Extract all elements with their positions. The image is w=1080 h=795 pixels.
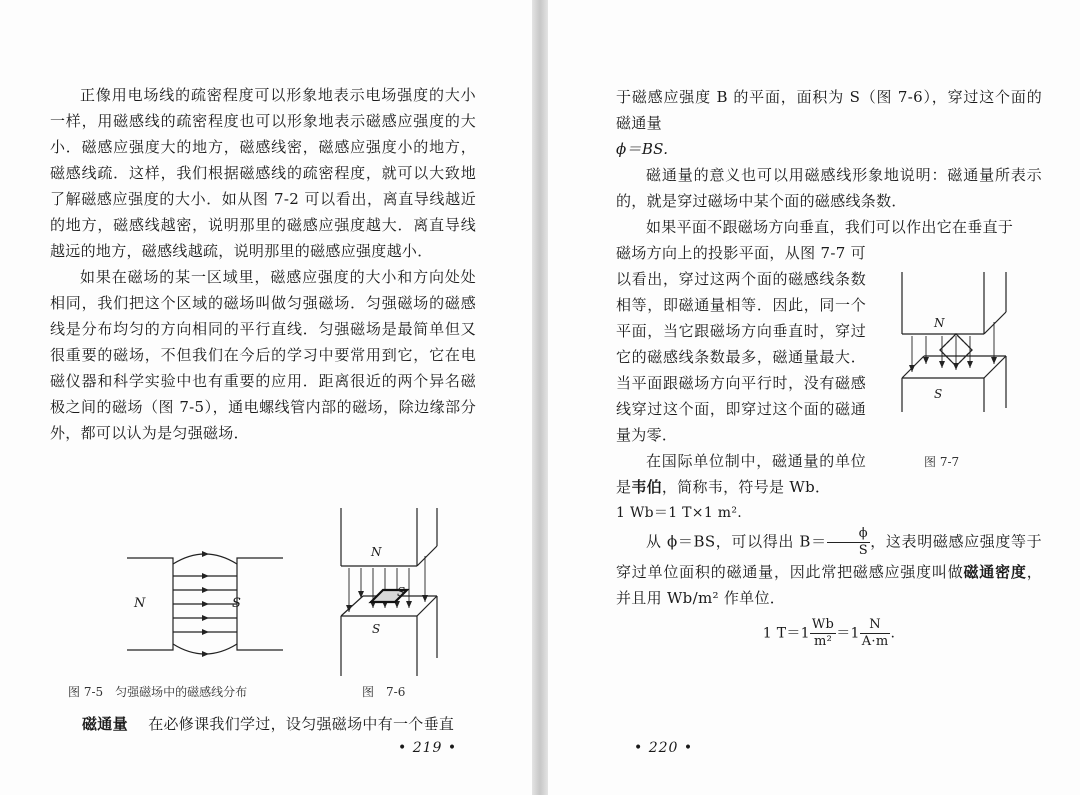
page-number-left: • 219 • bbox=[398, 740, 458, 756]
fig-7-5-pole-s: S bbox=[232, 596, 241, 611]
paragraph-projection-first-line: 如果平面不跟磁场方向垂直，我们可以作出它在垂直于 bbox=[646, 218, 1014, 236]
fig-7-6-plate-label: S bbox=[397, 585, 406, 599]
derive-text-c: ，并且用 Wb/m² 作单位． bbox=[616, 563, 1042, 607]
left-last-line-text: 在必修课我们学过，设匀强磁场中有一个垂直 bbox=[148, 715, 455, 733]
fraction-wb-m2: $\frac{Wb}{\text{m²}}$ bbox=[811, 617, 835, 649]
term-weber: 韦伯 bbox=[631, 478, 662, 496]
derive-text-b: ，这表明磁感应强度等于穿过单位面积的磁通量，因此常把磁感应强度叫做 bbox=[616, 532, 1042, 581]
paragraph-magnetic-density: 正像用电场线的疏密程度可以形象地表示电场强度的大小一样，用磁感线的疏密程度也可以形象地表示磁感应强度的大小．磁感应强度大的地方，磁感线密，磁感应强度小的地方，磁感线疏．这样，我们根据磁感线的疏密程度，就可以大致地了解磁感应强度的大小．如从图 7-2 可以看出，离直导线越近的地方，磁感线越密，说明那里的磁感应强度越大．离直导线越远的地方，磁感线越疏，说明那里的磁感应强度越小． bbox=[50, 86, 476, 260]
paragraph-flux-definition: 于磁感应强度 B 的平面，面积为 S（图 7-6），穿过这个面的磁通量 bbox=[616, 88, 1042, 132]
paragraph-flux-meaning: 磁通量的意义也可以用磁感线形象地说明：磁通量所表示的，就是穿过磁场中某个面的磁感线条数． bbox=[616, 166, 1042, 210]
page-number-right: • 220 • bbox=[634, 740, 694, 756]
unit-text-a: 在国际单位制中，磁通量的单位是 bbox=[616, 452, 866, 496]
fraction-n-am: $\frac{N}{A\cdot m}$ bbox=[861, 617, 889, 649]
derive-text-a: 从 ϕ＝BS，可以得出 B＝ bbox=[646, 532, 827, 551]
book-gutter bbox=[532, 0, 548, 795]
term-magnetic-flux: 磁通量 bbox=[82, 715, 128, 733]
fig-7-5-caption: 图 7-5 匀强磁场中的磁感线分布 bbox=[68, 685, 248, 699]
fig-7-7-pole-s: S bbox=[934, 387, 943, 401]
right-page bbox=[548, 0, 1080, 795]
fig-7-7-pole-n: N bbox=[934, 316, 945, 330]
paragraph-projection-wrapped: 磁场方向上的投影平面，从图 7-7 可以看出，穿过这两个面的磁感线条数相等，即磁通量相等．因此，同一个平面，当它跟磁场方向垂直时，穿过它的磁感线条数最多，磁通量最大．当平面跟磁场方向平行时，没有磁感线穿过这个面，即穿过这个面的磁通量为零． bbox=[616, 244, 866, 444]
fig-7-5-pole-n: N bbox=[134, 596, 146, 611]
unit-text-b: ，简称韦，符号是 Wb． bbox=[661, 478, 831, 496]
fig-7-6-pole-s: S bbox=[372, 622, 381, 636]
fraction-phi-over-s: $\frac{\phi}{S}$ bbox=[827, 526, 870, 559]
left-page bbox=[0, 0, 532, 795]
left-last-line bbox=[82, 711, 482, 737]
formula-flux: ϕ＝BS. bbox=[616, 140, 669, 158]
fig-7-7-caption: 图 7-7 bbox=[924, 455, 960, 469]
projection-diagram bbox=[898, 272, 1010, 412]
left-text bbox=[50, 82, 476, 446]
fig-7-6-caption: 图 7-6 bbox=[362, 685, 406, 699]
fig-7-6-pole-n: N bbox=[371, 545, 382, 559]
flux-plane-diagram bbox=[335, 508, 445, 676]
formula-tesla: 1 T＝1 $\frac{Wb}{\text{m²}}$ ＝1 $\frac{N}{A\cdot m}$ . bbox=[762, 617, 896, 649]
right-text-top bbox=[616, 84, 1042, 240]
right-text-wrapped bbox=[616, 240, 866, 500]
right-text-bottom bbox=[616, 500, 1042, 650]
term-flux-density: 磁通密度 bbox=[963, 563, 1027, 581]
formula-weber: 1 Wb＝1 T×1 m². bbox=[616, 505, 743, 521]
paragraph-uniform-field: 如果在磁场的某一区域里，磁感应强度的大小和方向处处相同，我们把这个区域的磁场叫做匀强磁场．匀强磁场的磁感线是分布均匀的方向相同的平行直线．匀强磁场是最简单但又很重要的磁场，不但我们在今后的学习中要常用到它，它在电磁仪器和科学实验中也有重要的应用．距离很近的两个异名磁极之间的磁场（图 7-5），通电螺线管内部的磁场，除边缘部分外，都可以认为是匀强磁场． bbox=[50, 268, 476, 442]
uniform-field-diagram bbox=[125, 548, 285, 660]
